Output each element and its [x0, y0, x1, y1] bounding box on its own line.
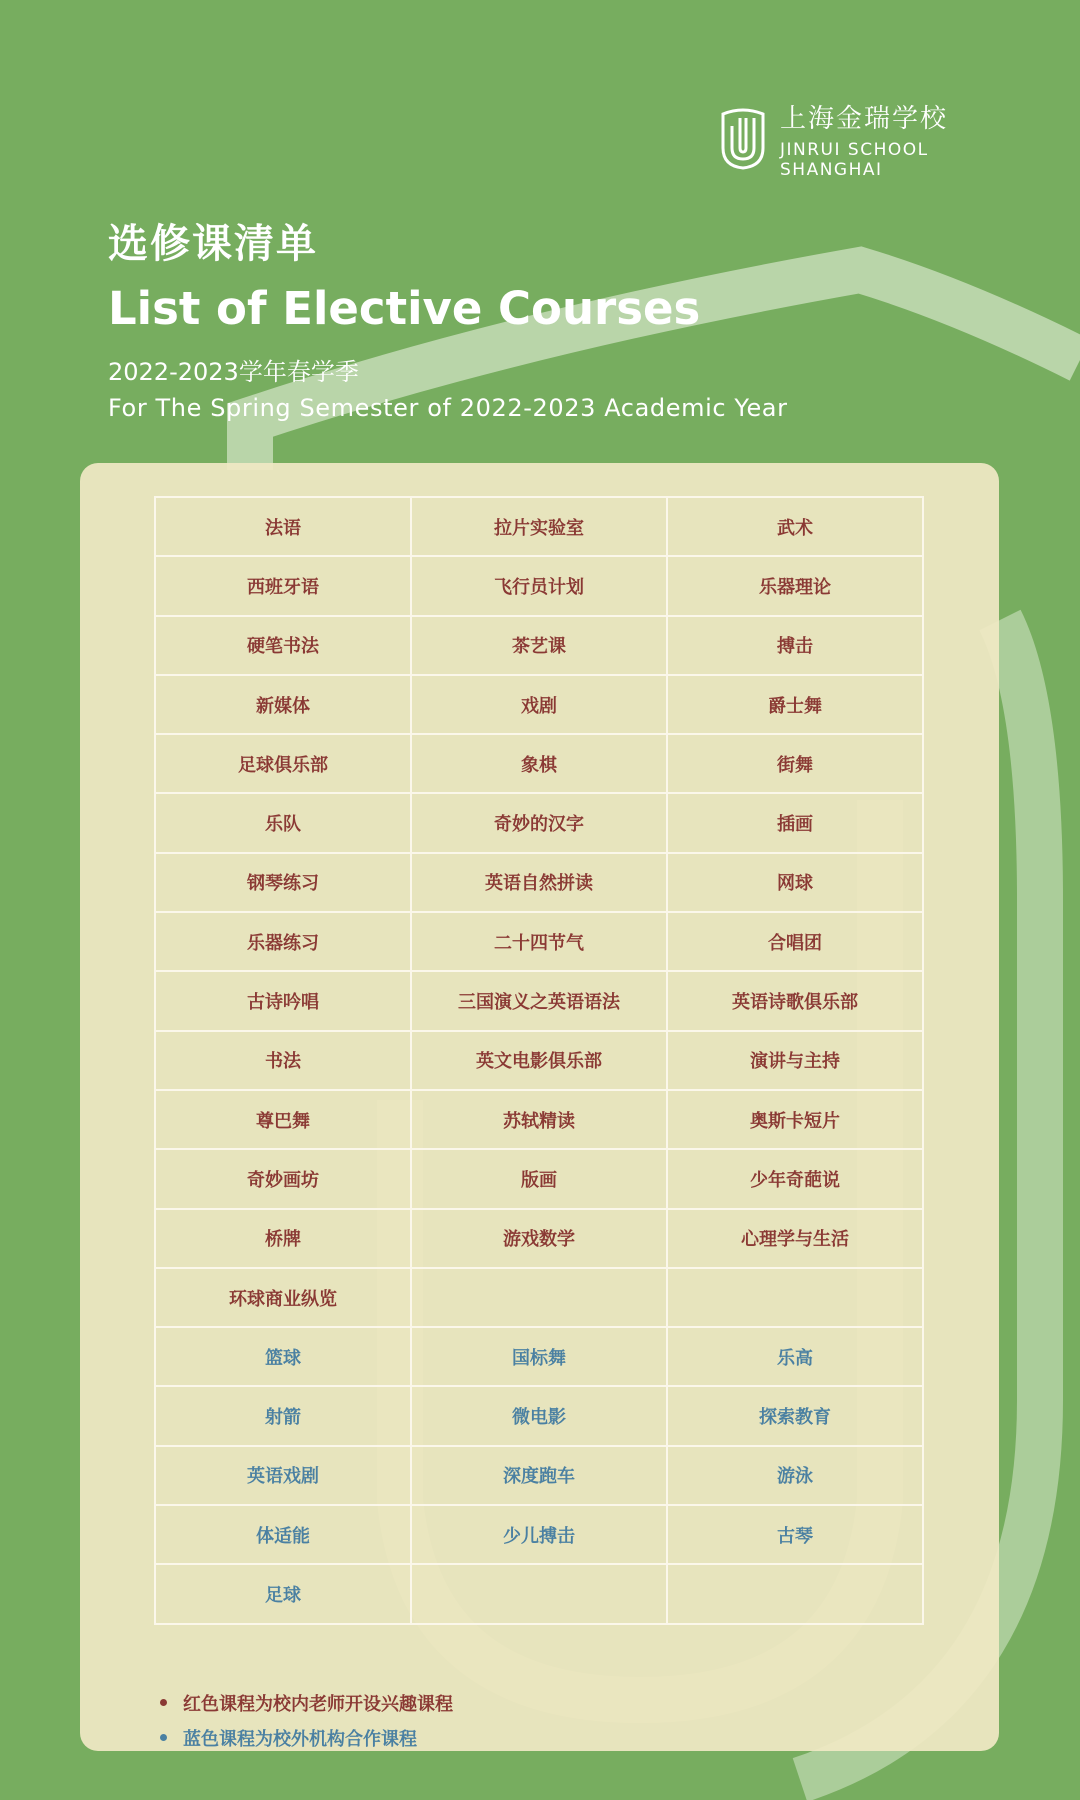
bullet-icon — [160, 1699, 167, 1706]
empty-cell — [411, 1564, 667, 1623]
empty-cell — [667, 1564, 923, 1623]
course-cell: 象棋 — [411, 734, 667, 793]
course-cell: 演讲与主持 — [667, 1031, 923, 1090]
table-row — [155, 734, 923, 793]
legend-red-text: 红色课程为校内老师开设兴趣课程 — [183, 1693, 453, 1715]
course-cell: 奇妙画坊 — [155, 1149, 411, 1208]
course-card — [80, 463, 999, 1751]
course-cell: 英语戏剧 — [155, 1446, 411, 1505]
logo-name-cn: 上海金瑞学校 — [780, 104, 949, 134]
course-cell: 飞行员计划 — [411, 556, 667, 615]
table-row — [155, 1209, 923, 1268]
course-cell: 搏击 — [667, 616, 923, 675]
bullet-icon — [160, 1734, 167, 1741]
course-cell: 插画 — [667, 793, 923, 852]
legend-blue-text: 蓝色课程为校外机构合作课程 — [183, 1728, 417, 1750]
course-cell: 武术 — [667, 497, 923, 556]
course-cell: 戏剧 — [411, 675, 667, 734]
course-cell: 体适能 — [155, 1505, 411, 1564]
legend-item-red — [160, 1685, 453, 1720]
table-row — [155, 1564, 923, 1623]
table-row — [155, 793, 923, 852]
course-cell: 乐队 — [155, 793, 411, 852]
course-cell: 乐高 — [667, 1327, 923, 1386]
table-row — [155, 1327, 923, 1386]
table-row — [155, 853, 923, 912]
shield-logo-icon — [720, 104, 766, 170]
course-cell: 新媒体 — [155, 675, 411, 734]
course-cell: 网球 — [667, 853, 923, 912]
table-row — [155, 1268, 923, 1327]
school-logo — [720, 104, 948, 180]
course-cell: 街舞 — [667, 734, 923, 793]
table-row — [155, 675, 923, 734]
course-cell: 钢琴练习 — [155, 853, 411, 912]
table-row — [155, 1149, 923, 1208]
table-row — [155, 1031, 923, 1090]
course-cell: 心理学与生活 — [667, 1209, 923, 1268]
course-cell: 少儿搏击 — [411, 1505, 667, 1564]
table-row — [155, 497, 923, 556]
logo-name-en-2: SHANGHAI — [780, 160, 883, 180]
course-cell: 古诗吟唱 — [155, 971, 411, 1030]
course-cell: 乐器理论 — [667, 556, 923, 615]
course-cell: 三国演义之英语语法 — [411, 971, 667, 1030]
course-cell: 英语诗歌俱乐部 — [667, 971, 923, 1030]
legend — [160, 1685, 453, 1755]
course-cell: 书法 — [155, 1031, 411, 1090]
legend-item-blue — [160, 1720, 453, 1755]
table-row — [155, 556, 923, 615]
course-cell: 爵士舞 — [667, 675, 923, 734]
course-cell: 二十四节气 — [411, 912, 667, 971]
course-cell: 游泳 — [667, 1446, 923, 1505]
logo-name-en-1: JINRUI SCHOOL — [780, 140, 929, 160]
table-row — [155, 971, 923, 1030]
table-row — [155, 1090, 923, 1149]
table-row — [155, 1505, 923, 1564]
course-cell: 深度跑车 — [411, 1446, 667, 1505]
course-cell: 射箭 — [155, 1386, 411, 1445]
course-cell: 游戏数学 — [411, 1209, 667, 1268]
subtitle-en: For The Spring Semester of 2022-2023 Academic Year — [108, 394, 788, 422]
course-cell: 苏轼精读 — [411, 1090, 667, 1149]
course-cell: 桥牌 — [155, 1209, 411, 1268]
course-table — [154, 496, 924, 1625]
course-cell: 少年奇葩说 — [667, 1149, 923, 1208]
course-cell: 微电影 — [411, 1386, 667, 1445]
course-cell: 英文电影俱乐部 — [411, 1031, 667, 1090]
empty-cell — [667, 1268, 923, 1327]
course-cell: 篮球 — [155, 1327, 411, 1386]
page-title-en: List of Elective Courses — [108, 282, 701, 335]
table-row — [155, 1386, 923, 1445]
course-cell: 版画 — [411, 1149, 667, 1208]
course-cell: 古琴 — [667, 1505, 923, 1564]
course-cell: 茶艺课 — [411, 616, 667, 675]
course-cell: 西班牙语 — [155, 556, 411, 615]
page-title-cn: 选修课清单 — [108, 221, 318, 267]
course-cell: 尊巴舞 — [155, 1090, 411, 1149]
course-cell: 合唱团 — [667, 912, 923, 971]
course-cell: 拉片实验室 — [411, 497, 667, 556]
course-cell: 英语自然拼读 — [411, 853, 667, 912]
course-cell: 法语 — [155, 497, 411, 556]
table-row — [155, 912, 923, 971]
course-cell: 国标舞 — [411, 1327, 667, 1386]
course-cell: 奇妙的汉字 — [411, 793, 667, 852]
course-cell: 奥斯卡短片 — [667, 1090, 923, 1149]
course-cell: 足球 — [155, 1564, 411, 1623]
empty-cell — [411, 1268, 667, 1327]
course-cell: 乐器练习 — [155, 912, 411, 971]
course-cell: 足球俱乐部 — [155, 734, 411, 793]
table-row — [155, 1446, 923, 1505]
subtitle-cn: 2022-2023学年春学季 — [108, 358, 359, 386]
table-row — [155, 616, 923, 675]
course-cell: 环球商业纵览 — [155, 1268, 411, 1327]
course-cell: 探索教育 — [667, 1386, 923, 1445]
course-cell: 硬笔书法 — [155, 616, 411, 675]
